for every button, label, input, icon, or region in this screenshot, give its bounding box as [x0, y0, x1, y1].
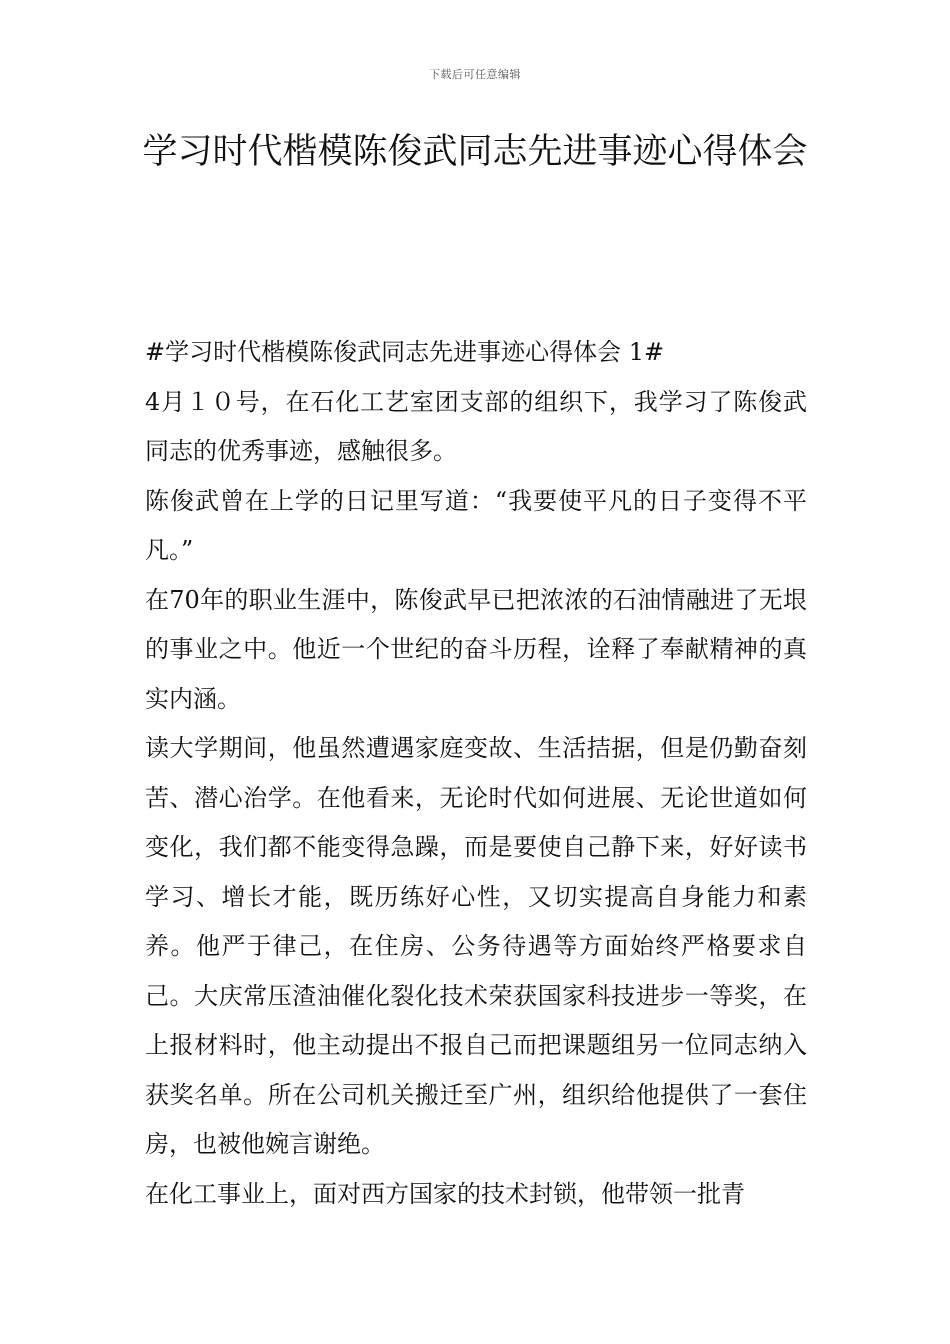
paragraph: 4月１０号，在石化工艺室团支部的组织下，我学习了陈俊武同志的优秀事迹，感触很多。 — [145, 387, 807, 465]
document-title: 学习时代楷模陈俊武同志先进事迹心得体会 — [142, 132, 808, 172]
paragraph: 读大学期间，他虽然遭遇家庭变故、生活拮据，但是仍勤奋刻苦、潜心治学。在他看来，无论时代如何进展、无论世道如何变化，我们都不能变得急躁，而是要使自己静下来，好好读书学习、增长才能，既历练好心性，又切实提高自身能力和素养。他严于律己，在住房、公务待遇等方面始终严格要求自己。大庆常压渣油催化裂化技术荣获国家科技进步一等奖，在上报材料时，他主动提出不报自己而把课题组另一位同志纳入获奖名单。所在公司机关搬迁至广州，组织给他提供了一套住房，也被他婉言谢绝。 — [145, 734, 807, 1158]
header-note: 下载后可任意编辑 — [429, 68, 521, 81]
paragraph: 在化工事业上，面对西方国家的技术封锁，他带领一批青 — [145, 1179, 745, 1208]
section-heading: #学习时代楷模陈俊武同志先进事迹心得体会 1# — [145, 338, 665, 366]
paragraph: 在70年的职业生涯中，陈俊武早已把浓浓的石油情融进了无垠的事业之中。他近一个世纪的奋斗历程，诠释了奉献精神的真实内涵。 — [145, 585, 807, 713]
document-body — [145, 328, 807, 1219]
paragraph: 陈俊武曾在上学的日记里写道：“我要使平凡的日子变得不平凡。” — [145, 486, 807, 564]
